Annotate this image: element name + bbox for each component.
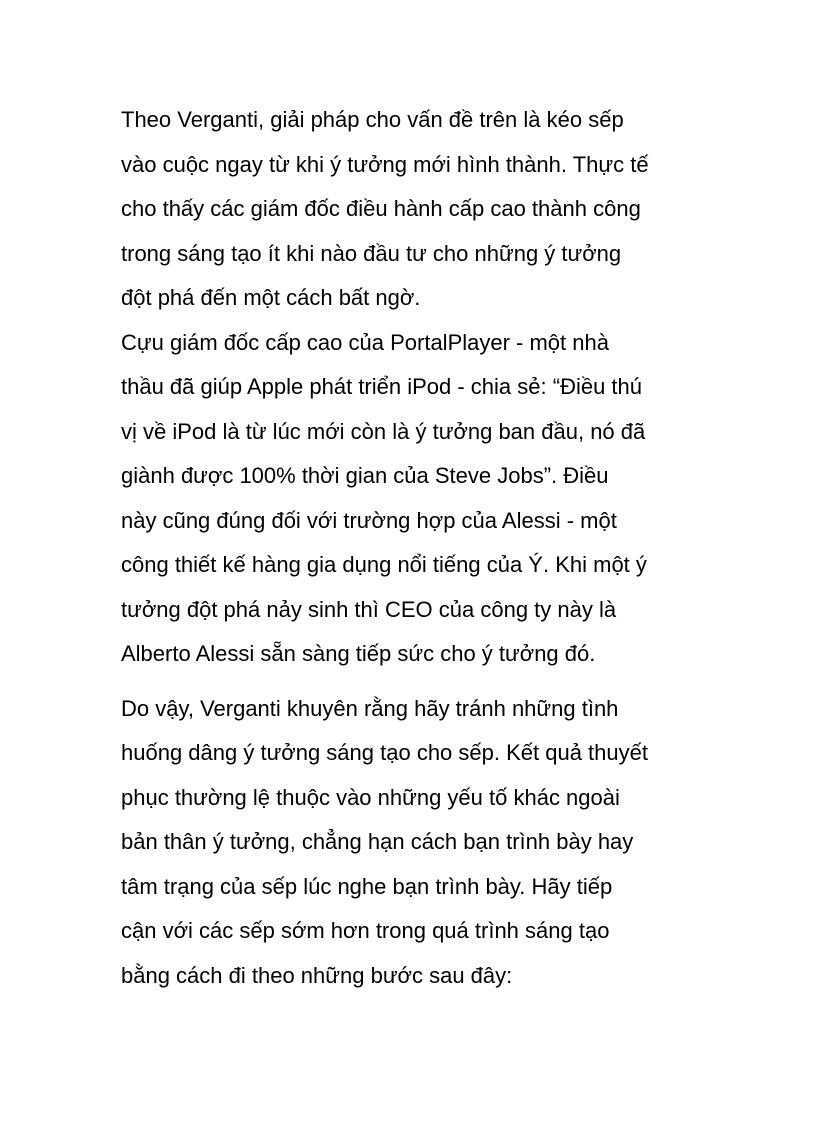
text-line: tâm trạng của sếp lúc nghe bạn trình bày. Hãy tiếp (121, 873, 613, 899)
text-line: bằng cách đi theo những bước sau đây: (121, 962, 513, 988)
text-line: đột phá đến một cách bất ngờ. (121, 285, 421, 310)
text-line: Alberto Alessi sẵn sàng tiếp sức cho ý tưởng đó. (121, 641, 596, 666)
text-line: phục thường lệ thuộc vào những yếu tố khác ngoài (121, 784, 620, 810)
text-line: cho thấy các giám đốc điều hành cấp cao thành công (121, 196, 641, 221)
paragraph-verganti-advice (121, 687, 721, 999)
text-line: huống dâng ý tưởng sáng tạo cho sếp. Kết quả thuyết (121, 740, 648, 765)
text-line: vị về iPod là từ lúc mới còn là ý tưởng ban đầu, nó đã (121, 418, 646, 444)
text-line: công thiết kế hàng gia dụng nổi tiếng của Ý. Khi một ý (121, 552, 647, 577)
text-line: Cựu giám đốc cấp cao của PortalPlayer - một nhà (121, 329, 609, 355)
text-line: trong sáng tạo ít khi nào đầu tư cho những ý tưởng (121, 240, 622, 266)
paragraph-spacer (121, 677, 721, 687)
text-line: thầu đã giúp Apple phát triển iPod - chia sẻ: “Điều thú (121, 374, 643, 399)
text-line: bản thân ý tưởng, chẳng hạn cách bạn trình bày hay (121, 829, 634, 854)
text-line: giành được 100% thời gian của Steve Jobs”. Điều (121, 463, 609, 488)
text-line: Do vậy, Verganti khuyên rằng hãy tránh những tình (121, 695, 619, 721)
text-line: cận với các sếp sớm hơn trong quá trình sáng tạo (121, 918, 610, 943)
text-line: này cũng đúng đối với trường hợp của Alessi - một (121, 507, 617, 533)
text-line: vào cuộc ngay từ khi ý tưởng mới hình thành. Thực tế (121, 151, 649, 177)
text-line: Theo Verganti, giải pháp cho vấn đề trên là kéo sếp (121, 107, 624, 132)
paragraph-verganti-solution (121, 98, 721, 321)
paragraph-portalplayer-quote (121, 321, 721, 677)
document-body (121, 98, 721, 998)
text-line: tưởng đột phá nảy sinh thì CEO của công ty này là (121, 596, 617, 622)
